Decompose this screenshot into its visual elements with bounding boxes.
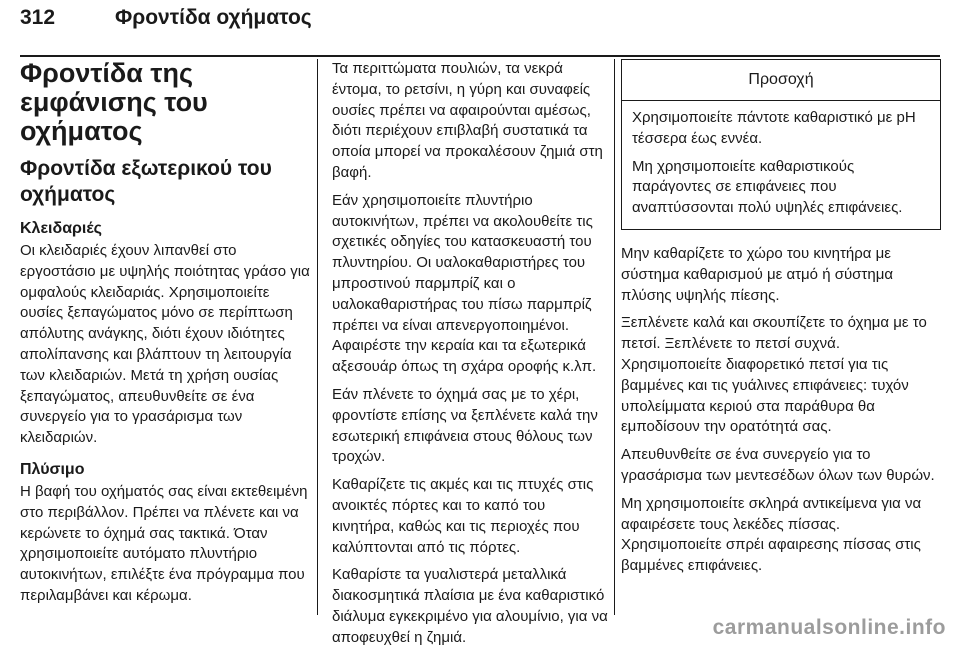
washing-paragraph: Η βαφή του οχήματός σας είναι εκτεθειμένη στο περιβάλλον. Πρέπει να πλένετε και να κερώνετε το όχημά σας τακτικά. Όταν χρησιμοποιείτε αυτόματο πλυντήριο αυτοκινήτων, επιλέξτε ένα πρόγραμμα που περιλαμβάνει και κέρωμα. [20,482,308,604]
running-title: Φροντίδα οχήματος [115,6,312,29]
paragraph: Μην καθαρίζετε το χώρο του κινητήρα με σύστημα καθαρισμού με ατμό ή σύστημα πλύσης υψηλής πίεσης. [621,244,894,304]
paragraph: Τα περιττώματα πουλιών, τα νεκρά έντομα, το ρετσίνι, η γύρη και συναφείς ουσίες πρέπει να αφαιρούνται αμέσως, διότι περιέχουν επιβλαβή συστατικά τα οποία μπορεί να προκαλέσουν ζημιά στη βαφή. [332,60,603,181]
paragraph: Καθαρίζετε τις ακμές και τις πτυχές στις ανοικτές πόρτες και το καπό του κινητήρα, καθώς και τις περιοχές που καλύπτονται από τις πόρτες. [332,476,594,556]
paragraph: Εάν πλένετε το όχημά σας με το χέρι, φροντίστε επίσης να ξεπλένετε καλά την εσωτερική επιφάνεια στους θόλους των τροχών. [332,385,598,466]
locks-heading: Κλειδαριές [20,220,102,237]
page-header [0,0,960,56]
washing-heading: Πλύσιμο [20,460,85,478]
subsection-title: Φροντίδα εξωτερικού του οχήματος [20,157,272,206]
caution-title: Προσοχή [622,60,940,101]
column-3 [621,59,941,584]
column-divider-1 [317,59,318,615]
paragraph: Ξεπλένετε καλά και σκουπίζετε το όχημα με το πετσί. Ξεπλένετε το πετσί συχνά. Χρησιμοποιείτε διαφορετικό πετσί για τις βαμμένες και τις γυάλινες επιφάνειες: τυχόν υπολείμματα κεριού στα παράθυρα θα εμποδίσουν την ορατότητά σας. [621,314,927,436]
column-2 [332,59,610,656]
paragraph: Μη χρησιμοποιείτε σκληρά αντικείμενα για να αφαιρέσετε τους λεκέδες πίσσας. Χρησιμοποιείτε σπρέι αφαιρεσης πίσσας στις βαμμένες επιφάνειες. [621,494,922,575]
caution-paragraph: Χρησιμοποιείτε πάντοτε καθαριστικό με pH τέσσερα έως εννέα. [632,109,916,147]
column-divider-2 [614,59,615,615]
section-title: Φροντίδα της εμφάνισης του οχήματος [20,58,208,146]
paragraph: Εάν χρησιμοποιείτε πλυντήριο αυτοκινήτων, πρέπει να ακολουθείτε τις σχετικές οδηγίες του κατασκευαστή του πλυντηρίου. Οι υαλοκαθαριστήρες του μπροστινού παρμπρίζ και ο υαλοκαθαριστήρας του πίσω παρμπρίζ πρέπει να είναι απενεργοποιημένοι. Αφαιρέστε την κεραία και τα εξωτερικά αξεσουάρ όπως τη σχάρα οροφής κ.λπ. [332,191,597,376]
watermark: carmanualsonline.info [712,616,946,639]
caution-body [622,101,940,229]
caution-paragraph: Μη χρησιμοποιείτε καθαριστικούς παράγοντες σε επιφάνειες που αναπτύσσονται πολύ υψηλές επιφάνειες. [632,157,903,217]
caution-box [621,59,941,230]
paragraph: Καθαρίστε τα γυαλιστερά μεταλλικά διακοσμητικά πλαίσια με ένα καθαριστικό διάλυμα εγκεκριμένο για αλουμίνιο, για να αποφευχθεί η ζημιά. [332,566,608,646]
paragraph: Απευθυνθείτε σε ένα συνεργείο για το γρασάρισμα των μεντεσέδων όλων των θυρών. [621,446,935,484]
locks-paragraph: Οι κλειδαριές έχουν λιπανθεί στο εργοστάσιο με υψηλής ποιότητας γράσο για ομφαλούς κλειδαριάς. Χρησιμοποιείτε ουσίες ξεπαγώματος μόνο σε περίπτωση απόλυτης ανάγκης, διότι έχουν ιδιότητες απολίπανσης και βλάπτουν τη λειτουργία των κλειδαριών. Μετά τη χρήση ουσίας ξεπαγώματος, απευθυνθείτε σε ένα συνεργείο για το γρασάρισμα των κλειδαριών. [20,242,310,447]
page-number: 312 [20,6,56,29]
column-1 [20,59,310,614]
header-rule [20,55,940,57]
